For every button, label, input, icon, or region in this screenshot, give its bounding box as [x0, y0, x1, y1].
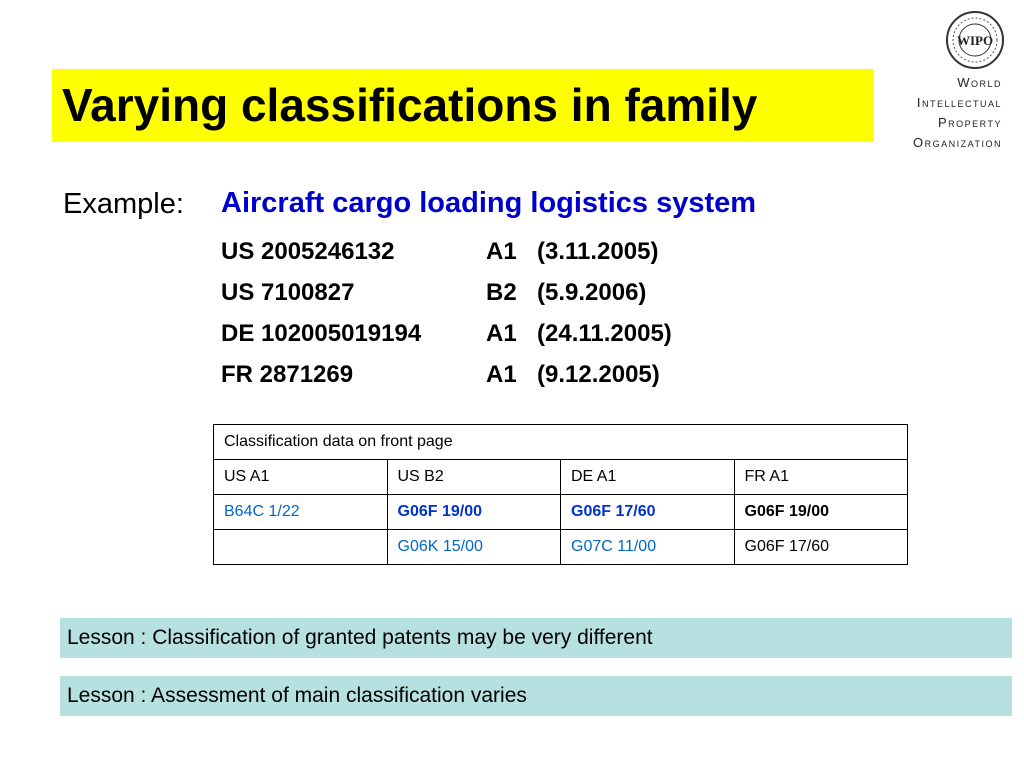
publication-kind: A1: [486, 238, 517, 265]
table-cell: G06F 17/60: [734, 530, 908, 565]
publication-number: FR 2871269: [221, 361, 354, 388]
publication-date: (24.11.2005): [537, 320, 672, 347]
table-cell: G07C 11/00: [561, 530, 735, 565]
publication-date: (3.11.2005): [537, 238, 659, 265]
table-cell: G06F 19/00: [387, 495, 561, 530]
org-line: Organization: [913, 135, 1002, 150]
table-cell: G06K 15/00: [387, 530, 561, 565]
example-label: Example:: [63, 188, 184, 220]
wipo-logo-icon: [945, 10, 1005, 70]
table-caption: Classification data on front page: [214, 425, 908, 460]
table-header: DE A1: [561, 460, 735, 495]
org-line: World: [957, 75, 1002, 90]
publication-number: US 7100827: [221, 279, 355, 306]
publication-kind: B2: [486, 279, 517, 306]
classification-table: [213, 424, 908, 565]
lesson-text: Lesson : Classification of granted patents may be very different: [67, 626, 653, 649]
table-cell: G06F 19/00: [734, 495, 908, 530]
publication-date: (5.9.2006): [537, 279, 647, 306]
table-header: US B2: [387, 460, 561, 495]
lesson-box: [60, 676, 1012, 716]
table-header-row: [214, 460, 908, 495]
org-line: Property: [937, 115, 1002, 130]
table-cell: [214, 530, 388, 565]
publication-kind: A1: [486, 361, 517, 388]
title-banner: [52, 69, 874, 142]
logo-text: WIPO: [956, 33, 994, 48]
publication-date: (9.12.2005): [537, 361, 660, 388]
table-caption-row: [214, 425, 908, 460]
table-header: FR A1: [734, 460, 908, 495]
publication-kind: A1: [486, 320, 517, 347]
slide-title: Varying classifications in family: [62, 79, 758, 131]
org-name: [890, 73, 1002, 153]
publication-number: DE 102005019194: [221, 320, 422, 347]
table-header: US A1: [214, 460, 388, 495]
table-row: [214, 530, 908, 565]
table-cell: B64C 1/22: [214, 495, 388, 530]
org-line: Intellectual: [916, 95, 1002, 110]
publication-number: US 2005246132: [221, 238, 395, 265]
lesson-text: Lesson : Assessment of main classification varies: [67, 684, 527, 707]
table-row: [214, 495, 908, 530]
lesson-box: [60, 618, 1012, 658]
example-title: Aircraft cargo loading logistics system: [221, 187, 757, 219]
table-cell: G06F 17/60: [561, 495, 735, 530]
